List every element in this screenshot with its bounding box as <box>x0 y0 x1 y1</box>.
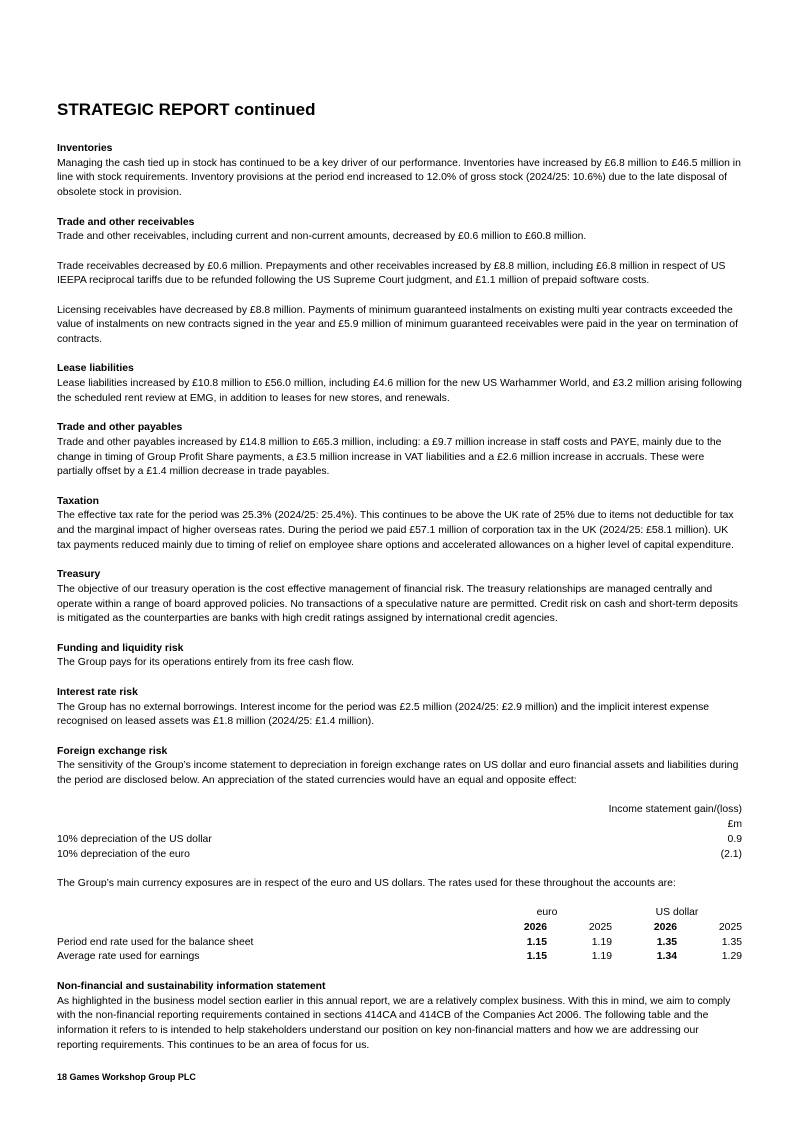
section-receivables <box>57 216 742 348</box>
section-funding <box>57 642 742 671</box>
table-row <box>57 818 742 833</box>
fx-rates-table <box>57 906 742 965</box>
report-page <box>57 100 742 1053</box>
row-value: (2.1) <box>720 848 742 860</box>
row-label: 10% depreciation of the euro <box>57 848 190 860</box>
paragraph: Trade receivables decreased by £0.6 million. Prepayments and other receivables increased by £8.8 million, including £6.8 million in respect of US IEEPA reciprocal tariffs due to be refunded following the US Supreme Court judgment, and £1.1 million of prepaid software costs. <box>57 260 726 287</box>
cell: 1.29 <box>721 951 743 963</box>
page-title: STRATEGIC REPORT continued <box>57 100 316 119</box>
heading-inventories: Inventories <box>57 143 113 154</box>
sensitivity-header: Income statement gain/(loss) <box>608 804 742 816</box>
heading-fx: Foreign exchange risk <box>57 745 168 757</box>
table-row <box>57 936 742 951</box>
paragraph: The effective tax rate for the period was 25.3% (2024/25: 25.4%). This continues to be above the UK rate of 25% due to items not deductible for tax and the marginal impact of higher overseas rates. During the period we paid £57.1 million of corporation tax in the UK (2024/25: £58.1 million). UK tax payments reduced mainly due to timing of relief on employee share options and accelerated allowances on a higher level of capital expenditure. <box>57 510 734 551</box>
paragraph: The Group’s main currency exposures are in respect of the euro and US dollars. The rates used for these throughout the accounts are: <box>57 877 676 889</box>
paragraph: Trade and other payables increased by £14.8 million to £65.3 million, including: a £9.7 million increase in staff costs and PAYE, mainly due to the change in timing of Group Profit Share payments, a £3.5 million increase in VAT liabilities and a £2.6 million increase in accruals. These were partially offset by a £1.4 million decrease in trade payables. <box>57 436 722 478</box>
table-row <box>57 848 742 863</box>
cell: 1.35 <box>721 936 743 948</box>
paragraph: Trade and other receivables, including current and non-current amounts, decreased by £0.6 million to £60.8 million. <box>57 231 587 243</box>
euro-header: euro <box>536 907 558 919</box>
heading-treasury: Treasury <box>57 569 101 581</box>
cell: 1.34 <box>656 951 678 963</box>
section-taxation <box>57 495 742 554</box>
paragraph: Licensing receivables have decreased by £8.8 million. Payments of minimum guaranteed instalments on existing multi year contracts exceeded the value of instalments on new contracts signed in the year and £5.9 million of minimum guaranteed receivables were paid in the year on termination of contracts. <box>57 304 738 346</box>
cell: 1.15 <box>526 936 547 948</box>
paragraph: As highlighted in the business model section earlier in this annual report, we are a relatively complex business. With this in mind, we aim to comply with the non-financial reporting requirements contained in sections 414CA and 414CB of the Companies Act 2006. The following table and the information it refers to is intended to help stakeholders understand our position on key non-financial matters and how we are addressing our reporting requirements. This continues to be an area of focus for us. <box>57 995 731 1051</box>
heading-funding: Funding and liquidity risk <box>57 642 184 654</box>
page-footer: 18 Games Workshop Group PLC <box>57 1072 196 1082</box>
year-current: 2026 <box>653 922 678 934</box>
cell: 1.35 <box>656 936 678 948</box>
paragraph: Managing the cash tied up in stock has continued to be a key driver of our performance. Inventories have increased by £6.8 million to £46.5 million in line with stock requirements. Inventory provisions at the period end increased to 12.0% of gross stock (2024/25: 10.6%) due to the late disposal of obsolete stock in provision. <box>57 157 741 199</box>
section-payables <box>57 421 742 480</box>
heading-payables: Trade and other payables <box>57 422 183 434</box>
sensitivity-unit: £m <box>727 819 742 831</box>
year-prior: 2025 <box>718 922 743 934</box>
paragraph: The objective of our treasury operation is the cost effective management of financial risk. The treasury relationships are managed centrally and operate within a range of board approved policies. No transactions of a speculative nature are permitted. Credit risk on cash and short-term deposits is mitigated as the counterparties are banks with high credit ratings assigned by international credit agencies. <box>57 583 738 625</box>
section-lease <box>57 362 742 406</box>
cell: 1.19 <box>591 936 613 948</box>
cell: 1.15 <box>526 951 547 963</box>
heading-taxation: Taxation <box>57 495 99 507</box>
row-label: 10% depreciation of the US dollar <box>57 833 212 845</box>
year-prior: 2025 <box>588 922 613 934</box>
row-value: 0.9 <box>727 833 742 845</box>
table-row <box>57 803 742 818</box>
paragraph: The Group pays for its operations entirely from its free cash flow. <box>57 657 354 669</box>
paragraph: The sensitivity of the Group’s income statement to depreciation in foreign exchange rates on US dollar and euro financial assets and liabilities during the period are disclosed below. An appreciation of the stated currencies would have an equal and opposite effect: <box>57 760 739 787</box>
heading-interest: Interest rate risk <box>57 686 138 698</box>
heading-nonfinancial: Non-financial and sustainability information statement <box>57 980 326 992</box>
heading-lease: Lease liabilities <box>57 363 134 375</box>
usd-header: US dollar <box>655 907 699 919</box>
row-label: Period end rate used for the balance sheet <box>57 936 254 948</box>
year-current: 2026 <box>523 922 547 934</box>
table-row <box>57 833 742 848</box>
cell: 1.19 <box>591 951 613 963</box>
section-inventories <box>57 142 742 201</box>
section-nonfinancial <box>57 980 742 1054</box>
fx-sensitivity-table <box>57 803 742 862</box>
heading-receivables: Trade and other receivables <box>57 216 195 228</box>
table-row <box>57 950 742 965</box>
section-treasury <box>57 568 742 627</box>
table-row <box>57 906 742 921</box>
paragraph: The Group has no external borrowings. Interest income for the period was £2.5 million (2024/25: £2.9 million) and the implicit interest expense recognised on leased assets was £1.8 million (2024/25: £1.4 million). <box>57 701 710 728</box>
section-fx <box>57 745 742 966</box>
row-label: Average rate used for earnings <box>57 951 200 963</box>
table-row <box>57 921 742 936</box>
paragraph: Lease liabilities increased by £10.8 million to £56.0 million, including £4.6 million for the new US Warhammer World, and £3.2 million arising following the scheduled rent review at EMG, in addition to leases for new stores, and renewals. <box>57 378 742 404</box>
section-interest <box>57 686 742 730</box>
